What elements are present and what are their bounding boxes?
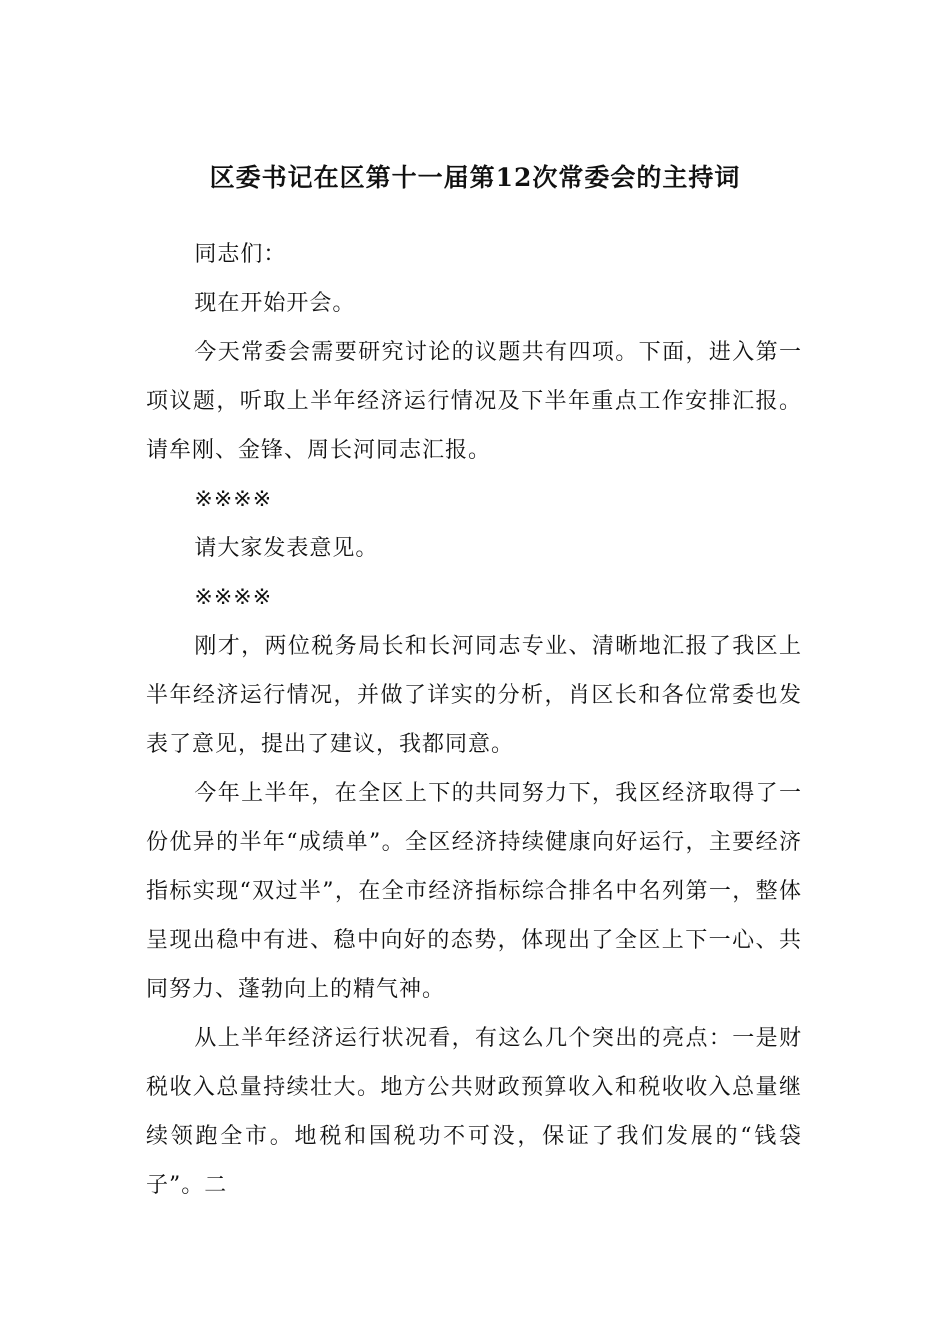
paragraph-opening: 现在开始开会。 — [194, 291, 356, 316]
document-body — [146, 230, 802, 1210]
paragraph-invite-comments: 请大家发表意见。 — [194, 536, 379, 561]
document-title: 区委书记在区第十一届第12次常委会的主持词 — [209, 163, 741, 192]
paragraph-highlights: 从上半年经济运行状况看，有这么几个突出的亮点：一是财税收入总量持续壮大。地方公共财政预算收入和税收收入总量继续领跑全市。地税和国税功不可没，保证了我们发展的“钱袋子”。二 — [146, 1026, 802, 1198]
paragraph-separator: ※※※※ — [194, 487, 273, 512]
paragraph-summary: 刚才，两位税务局长和长河同志专业、清晰地汇报了我区上半年经济运行情况，并做了详实的分析，肖区长和各位常委也发表了意见，提出了建议，我都同意。 — [146, 634, 802, 757]
paragraph-greeting: 同志们： — [194, 242, 287, 267]
paragraph-half-year-results: 今年上半年，在全区上下的共同努力下，我区经济取得了一份优异的半年“成绩单”。全区经济持续健康向好运行，主要经济指标实现“双过半”，在全市经济指标综合排名中名列第一，整体呈现出稳中有进、稳中向好的态势，体现出了全区上下一心、共同努力、蓬勃向上的精气神。 — [146, 781, 802, 1002]
paragraph-agenda: 今天常委会需要研究讨论的议题共有四项。下面，进入第一项议题，听取上半年经济运行情况及下半年重点工作安排汇报。请牟刚、金锋、周长河同志汇报。 — [146, 340, 802, 463]
paragraph-separator: ※※※※ — [194, 585, 273, 610]
